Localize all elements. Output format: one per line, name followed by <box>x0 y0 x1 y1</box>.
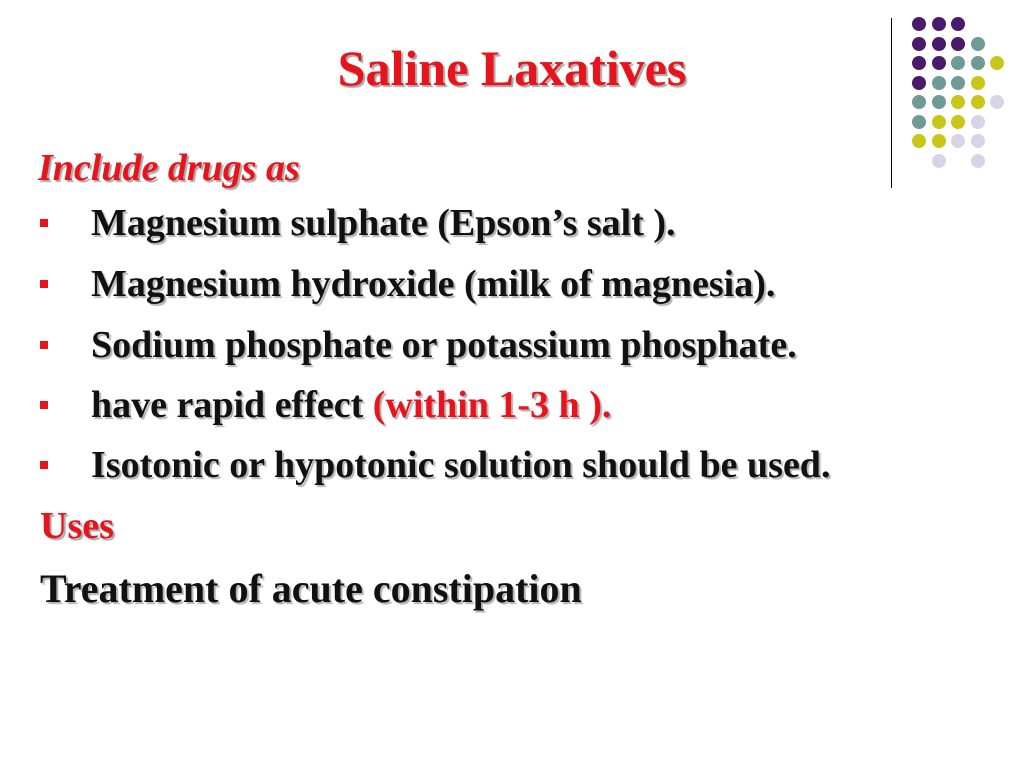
square-bullet-icon <box>40 461 48 469</box>
decorative-dot <box>912 37 926 51</box>
uses-text: Treatment of acute constipation <box>40 566 582 611</box>
bullet-text-main: Magnesium sulphate (Epson’s salt ). <box>91 202 676 244</box>
decorative-dot <box>951 134 965 148</box>
bullet-text-main: Isotonic or hypotonic solution should be used. <box>91 444 831 486</box>
bullet-text <box>91 438 830 492</box>
decorative-dot <box>971 134 985 148</box>
decorative-dot <box>932 154 946 168</box>
bullet-text <box>91 257 775 311</box>
decorative-dot <box>912 17 926 31</box>
decorative-dot <box>971 115 985 129</box>
decorative-dot <box>971 95 985 109</box>
bullet-text <box>91 318 797 372</box>
decorative-dot <box>912 134 926 148</box>
decorative-dot <box>912 115 926 129</box>
decorative-dot <box>932 76 946 90</box>
square-bullet-icon <box>40 219 48 227</box>
decorative-dot <box>932 17 946 31</box>
decorative-dot <box>932 134 946 148</box>
decorative-dot <box>912 76 926 90</box>
decorative-dot <box>912 56 926 70</box>
decorative-dot <box>951 115 965 129</box>
intro-heading: Include drugs as <box>38 147 300 189</box>
decorative-dot <box>932 115 946 129</box>
decorative-dot <box>951 17 965 31</box>
decorative-dot <box>951 95 965 109</box>
bullet-text <box>91 378 611 432</box>
decorative-dot <box>951 37 965 51</box>
bullet-text-main: Sodium phosphate or potassium phosphate. <box>91 324 797 366</box>
uses-heading: Uses <box>40 505 114 547</box>
decorative-dot <box>951 76 965 90</box>
decorative-dot <box>971 37 985 51</box>
decorative-dot <box>932 56 946 70</box>
bullet-text-main: Magnesium hydroxide (milk of magnesia). <box>91 263 776 305</box>
decorative-dot <box>990 95 1004 109</box>
bullet-text-main: have rapid effect <box>91 384 373 426</box>
decorative-dot <box>971 76 985 90</box>
decorative-dot <box>971 154 985 168</box>
decorative-dot <box>990 56 1004 70</box>
bullet-text-accent: (within 1-3 h ). <box>372 384 612 426</box>
decorative-dot <box>971 56 985 70</box>
square-bullet-icon <box>40 280 48 288</box>
slide-title: Saline Laxatives <box>337 40 687 96</box>
decorative-dot <box>932 95 946 109</box>
square-bullet-icon <box>40 341 48 349</box>
decorative-dot <box>912 95 926 109</box>
decorative-dot <box>932 37 946 51</box>
bullet-text <box>91 196 676 250</box>
decorative-dot <box>951 56 965 70</box>
square-bullet-icon <box>40 401 48 409</box>
